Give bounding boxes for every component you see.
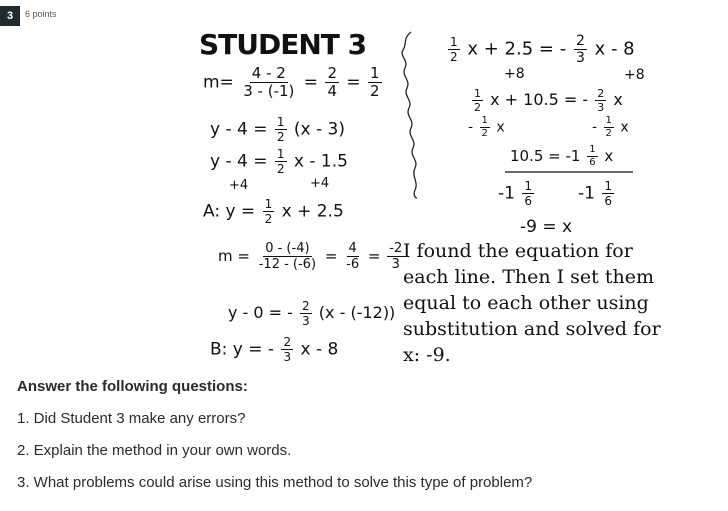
line-b1-den: 3 xyxy=(302,314,310,328)
r3-f1-num: 1 xyxy=(474,87,481,100)
line-a2-post: x - 1.5 xyxy=(293,151,348,172)
slope-a-f3-den: 2 xyxy=(370,82,380,100)
slope-b-eq1: = xyxy=(324,247,338,265)
r5-fraction xyxy=(587,145,597,168)
r5-den: 6 xyxy=(589,157,596,168)
r6-b: -1 xyxy=(578,183,595,204)
slope-a-fraction-2 xyxy=(325,66,339,99)
r4-subtract-a xyxy=(468,116,505,139)
r3-fraction-1 xyxy=(472,88,483,113)
explanation-text: I found the equation for each line. Then I set them equal to each other using substitution and solved for x: -9. xyxy=(403,240,661,366)
line-a-step-2 xyxy=(210,148,348,175)
slope-a-eq2: = xyxy=(346,72,361,93)
r2-add-eight-b: +8 xyxy=(624,67,645,83)
r3-f1-den: 2 xyxy=(474,101,481,114)
r4-b-num: 1 xyxy=(605,115,612,126)
line-a3-fraction xyxy=(263,198,275,225)
slope-b-fraction-1 xyxy=(257,242,318,271)
line-b1-fraction xyxy=(300,300,312,327)
line-b-step-1 xyxy=(228,300,395,327)
questions-intro: Answer the following questions: xyxy=(17,378,248,395)
line-a2-den: 2 xyxy=(276,162,285,176)
right-step-7: -9 = x xyxy=(520,217,573,237)
slope-a-prefix: m= xyxy=(203,72,234,93)
r4-b-pre: - xyxy=(592,119,598,136)
slope-b-prefix: m = xyxy=(218,247,250,265)
right-step-3 xyxy=(470,88,623,113)
r4-b-post: x xyxy=(620,119,629,136)
r4-a-fraction xyxy=(480,116,490,139)
right-step-1 xyxy=(446,34,635,65)
add-four-a: +4 xyxy=(229,178,249,193)
r1-f1-num: 1 xyxy=(450,35,458,49)
line-a2-pre: y - 4 = xyxy=(210,151,268,172)
add-four-b: +4 xyxy=(310,176,330,191)
r4-a-num: 1 xyxy=(481,115,488,126)
question-item-1: 1. Did Student 3 make any errors? xyxy=(17,410,246,427)
r1-fraction-2 xyxy=(574,34,587,65)
r1-f2-den: 3 xyxy=(575,50,585,66)
r1-fraction-1 xyxy=(448,36,460,63)
r6-b-den: 6 xyxy=(604,194,612,208)
line-a1-pre: y - 4 = xyxy=(210,119,268,140)
r5-num: 1 xyxy=(589,144,596,155)
r4-a-post: x xyxy=(496,119,505,136)
slope-b-f2-num: 4 xyxy=(348,241,357,256)
line-a2-fraction xyxy=(275,148,287,175)
r6-divide-b xyxy=(578,180,616,207)
slope-b xyxy=(218,242,406,271)
r3-fraction-2 xyxy=(595,88,606,113)
r1-f2-num: 2 xyxy=(575,33,585,49)
slope-a-f2-den: 4 xyxy=(327,82,337,100)
line-b2-post: x - 8 xyxy=(300,339,339,360)
slope-b-f1-num: 0 - (-4) xyxy=(265,241,310,256)
question-number-badge: 3 xyxy=(0,6,20,26)
questions-section xyxy=(17,378,697,491)
slope-b-fraction-2 xyxy=(344,242,361,271)
question-item-3: 3. What problems could arise using this method to solve this type of problem? xyxy=(17,474,533,491)
r1-f1-den: 2 xyxy=(450,50,458,64)
r6-b-fraction xyxy=(602,180,614,207)
wavy-brace-divider xyxy=(397,30,423,200)
line-a-step-1 xyxy=(210,116,345,143)
slope-b-eq2: = xyxy=(367,247,381,265)
slope-b-f3-den: 3 xyxy=(391,257,400,272)
line-b-equation xyxy=(210,336,338,363)
slope-a-f1-den: 3 - (-1) xyxy=(243,82,295,100)
r4-subtract-b xyxy=(592,116,629,139)
r4-a-den: 2 xyxy=(481,128,488,139)
line-a1-post: (x - 3) xyxy=(293,119,346,140)
r5-pre: 10.5 = -1 xyxy=(510,147,581,165)
line-a2-num: 1 xyxy=(276,147,285,161)
line-b2-fraction xyxy=(281,336,293,363)
line-a3-den: 2 xyxy=(264,212,273,226)
r5-post: x xyxy=(604,147,614,165)
line-a1-num: 1 xyxy=(276,115,285,129)
line-a3-pre: A: y = xyxy=(203,201,256,222)
slope-a-fraction-1 xyxy=(241,66,296,99)
question-item-2: 2. Explain the method in your own words. xyxy=(17,442,292,459)
slope-a-fraction-3 xyxy=(368,66,382,99)
r6-a-fraction xyxy=(522,180,534,207)
line-b2-num: 2 xyxy=(283,335,292,349)
r3-post: x xyxy=(613,90,623,109)
slope-a-f1-num: 4 - 2 xyxy=(251,64,286,82)
line-a1-den: 2 xyxy=(276,130,285,144)
slope-a-f2-num: 2 xyxy=(327,64,337,82)
slope-a-f3-num: 1 xyxy=(370,64,380,82)
r1-post: x - 8 xyxy=(594,38,635,60)
worksheet-title: STUDENT 3 xyxy=(199,28,367,61)
slope-a xyxy=(203,66,384,99)
r6-a-den: 6 xyxy=(524,194,532,208)
r4-a-pre: - xyxy=(468,119,474,136)
line-b1-num: 2 xyxy=(302,299,310,313)
slope-b-f3-num: -2 xyxy=(389,241,403,256)
r3-f2-den: 3 xyxy=(597,101,605,114)
line-a3-num: 1 xyxy=(264,197,273,211)
r4-b-fraction xyxy=(604,116,614,139)
slope-b-f1-den: -12 - (-6) xyxy=(258,257,317,272)
line-a-equation xyxy=(203,198,344,225)
line-b1-post: (x - (-12)) xyxy=(318,303,396,322)
line-b1-pre: y - 0 = - xyxy=(228,303,293,322)
slope-b-f2-den: -6 xyxy=(346,257,360,272)
slope-b-fraction-3 xyxy=(387,242,404,271)
r4-b-den: 2 xyxy=(605,128,612,139)
r6-b-num: 1 xyxy=(604,179,612,193)
line-b2-pre: B: y = - xyxy=(210,339,275,360)
r1-mid: x + 2.5 = - xyxy=(467,38,567,60)
line-a3-post: x + 2.5 xyxy=(281,201,344,222)
right-step-5-underline xyxy=(505,170,635,174)
r6-a-num: 1 xyxy=(524,179,532,193)
line-b2-den: 3 xyxy=(283,350,292,364)
points-label: 6 points xyxy=(25,9,57,19)
r3-mid: x + 10.5 = - xyxy=(490,90,589,109)
r3-f2-num: 2 xyxy=(597,87,605,100)
line-a1-fraction xyxy=(275,116,287,143)
r6-divide-a xyxy=(498,180,536,207)
r2-add-eight-a: +8 xyxy=(504,66,525,82)
slope-a-eq1: = xyxy=(303,72,319,93)
r6-a: -1 xyxy=(498,183,515,204)
right-step-5 xyxy=(510,145,613,168)
